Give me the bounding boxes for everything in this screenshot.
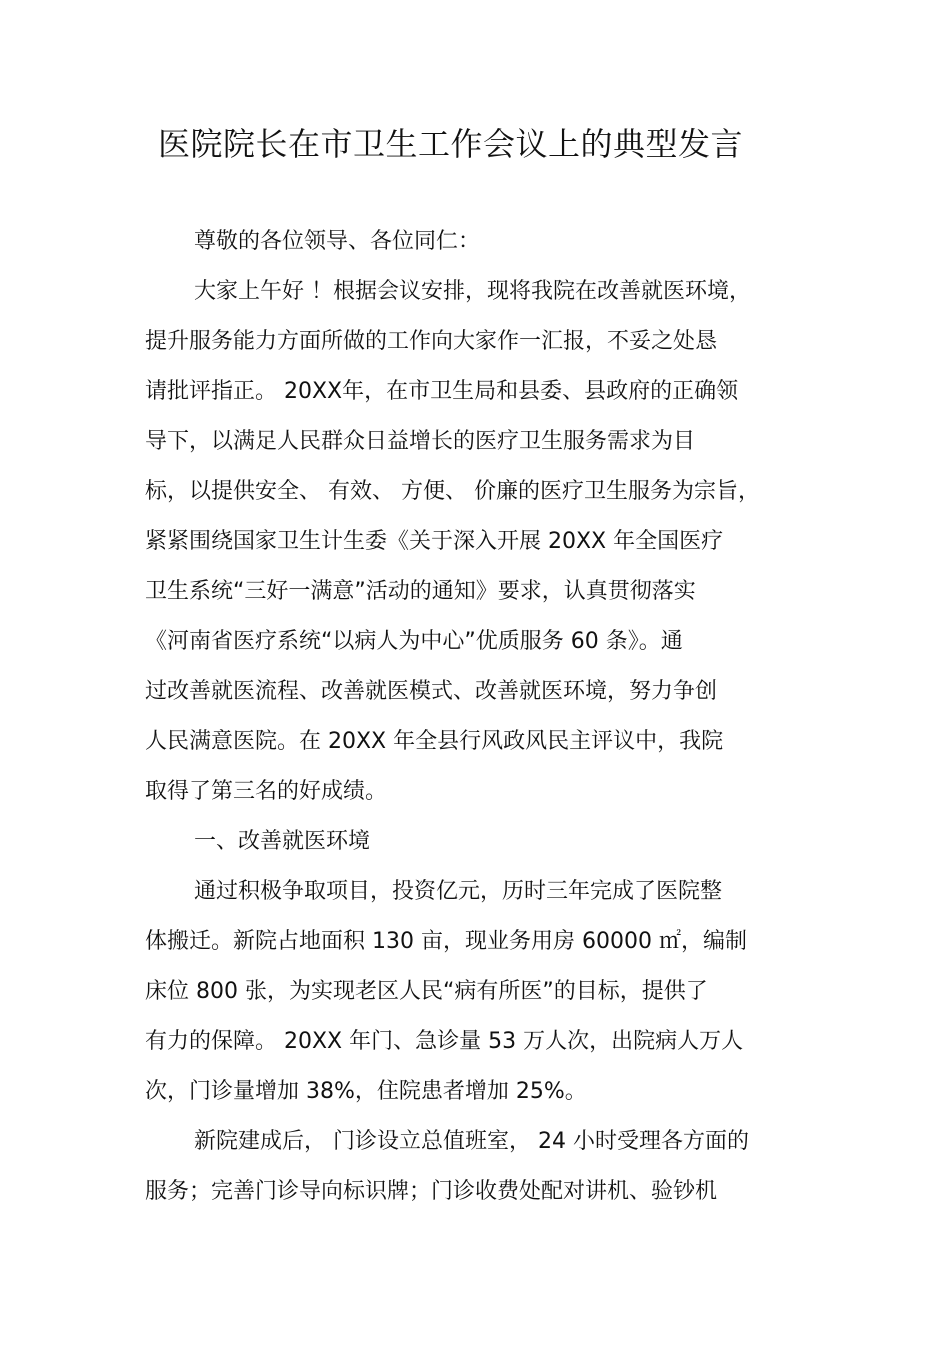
paragraph-line: 紧紧围绕国家卫生计生委《关于深入开展 20XX 年全国医疗 — [145, 529, 724, 554]
salutation: 尊敬的各位领导、各位同仁： — [194, 229, 481, 254]
paragraph-line: 卫生系统“三好一满意”活动的通知》要求，认真贯彻落实 — [145, 579, 696, 604]
paragraph-line: 标，以提供安全、 有效、 方便、 价廉的医疗卫生服务为宗旨， — [145, 479, 760, 504]
paragraph-line: 导下，以满足人民群众日益增长的医疗卫生服务需求为目 — [145, 429, 696, 454]
document-title: 医院院长在市卫生工作会议上的典型发言 — [158, 125, 744, 163]
paragraph-line: 人民满意医院。在 20XX 年全县行风政风民主评议中，我院 — [145, 729, 724, 754]
paragraph-line: 大家上午好 ！根据会议安排，现将我院在改善就医环境， — [194, 279, 751, 304]
section-heading: 一、改善就医环境 — [194, 829, 371, 854]
paragraph-line: 床位 800 张，为实现老区人民“病有所医”的目标，提供了 — [145, 979, 708, 1004]
paragraph-line: 服务；完善门诊导向标识牌；门诊收费处配对讲机、验钞机 — [145, 1179, 718, 1204]
paragraph-line: 请批评指正。 20XX年，在市卫生局和县委、县政府的正确领 — [145, 379, 739, 404]
paragraph-line: 次，门诊量增加 38%，住院患者增加 25%。 — [145, 1079, 587, 1104]
paragraph-line: 体搬迁。新院占地面积 130 亩，现业务用房 60000 ㎡，编制 — [145, 929, 747, 954]
paragraph-line: 有力的保障。 20XX 年门、急诊量 53 万人次，出院病人万人 — [145, 1029, 744, 1054]
paragraph-line: 新院建成后， 门诊设立总值班室， 24 小时受理各方面的 — [194, 1129, 749, 1154]
paragraph-line: 通过积极争取项目，投资亿元，历时三年完成了医院整 — [194, 879, 723, 904]
paragraph-line: 《河南省医疗系统“以病人为中心”优质服务 60 条》。通 — [145, 629, 683, 654]
paragraph-line: 过改善就医流程、改善就医模式、改善就医环境，努力争创 — [145, 679, 718, 704]
paragraph-line: 提升服务能力方面所做的工作向大家作一汇报，不妥之处恳 — [145, 329, 718, 354]
paragraph-line: 取得了第三名的好成绩。 — [145, 779, 388, 804]
